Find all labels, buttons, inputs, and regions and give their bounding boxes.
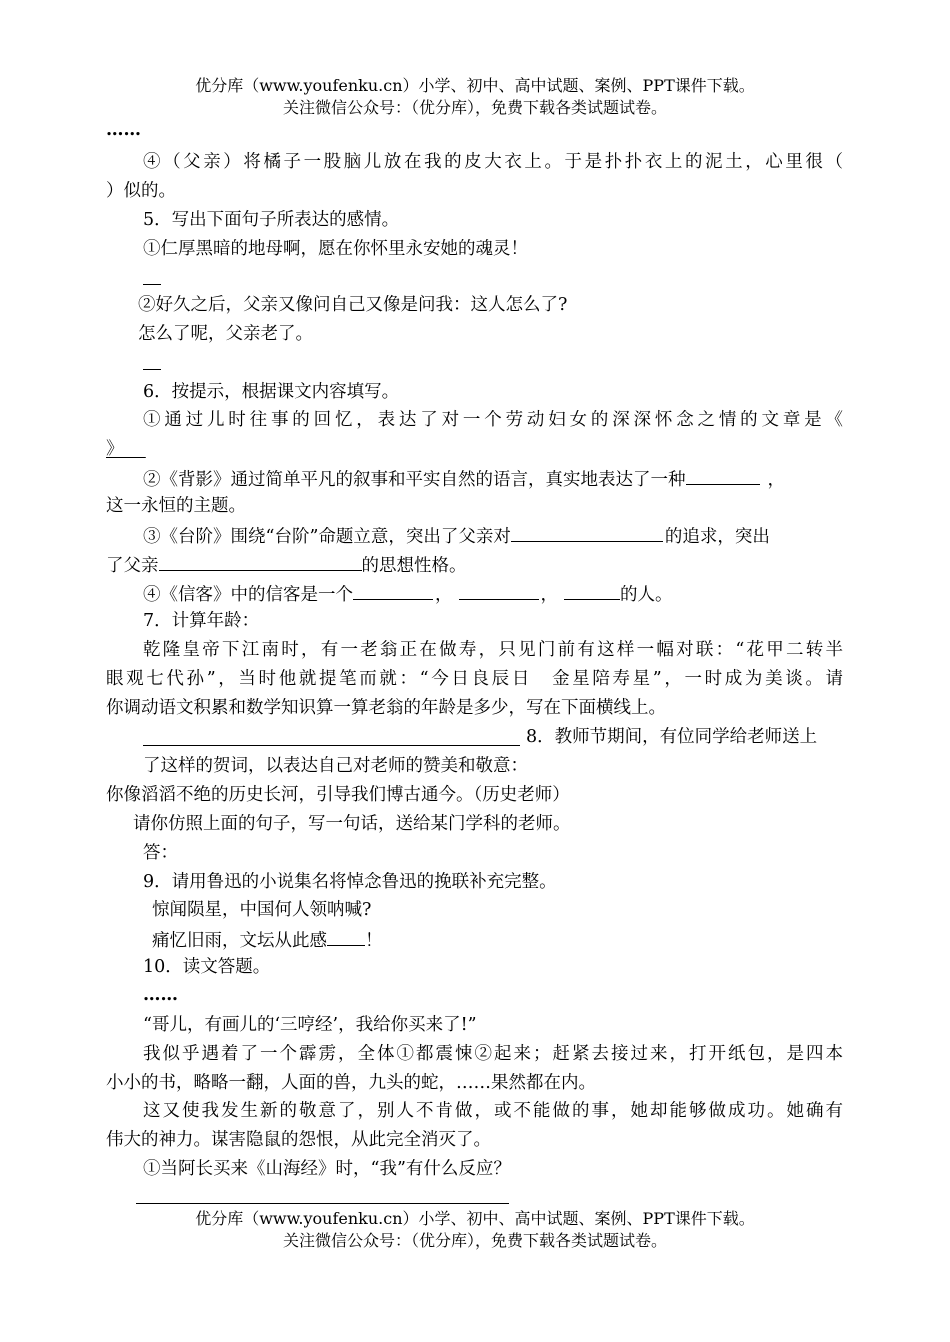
q6-item2-line2: 这一永恒的主题。 — [106, 496, 246, 516]
q6-item3-answer-blank-1[interactable] — [511, 523, 663, 542]
q7-para-line2: 眼观七代孙”，当时他就提笔而就：“今日良辰日 金星陪寿星”，一时成为美谈。请 — [106, 669, 843, 689]
q7-para-line1: 乾隆皇帝下江南时，有一老翁正在做寿，只见门前有这样一幅对联：“花甲二转半 — [143, 640, 843, 660]
q5-item2-line1: ②好久之后，父亲又像问自己又像是问我：这人怎么了? — [138, 295, 568, 315]
q6-item3-answer-blank-2[interactable] — [159, 552, 362, 571]
q4-item4-line2: ）似的。 — [106, 181, 176, 201]
q4-item4-line1: ④（父亲）将橘子一股脑儿放在我的皮大衣上。于是扑扑衣上的泥土，心里很（ — [143, 152, 843, 172]
q6-item3-line2: 了父亲 的思想性格。 — [106, 552, 467, 578]
q7-answer-line[interactable] — [143, 745, 520, 746]
q7-title: 7．计算年龄： — [143, 611, 260, 631]
q9-title: 9．请用鲁迅的小说集名将悼念鲁迅的挽联补充完整。 — [143, 872, 557, 892]
q6-item1-answer-blank[interactable]: 》 — [106, 439, 124, 459]
header-line-2: 关注微信公众号：（优分库），免费下载各类试题试卷。 — [282, 98, 667, 117]
q10-para2-line1: 这又使我发生新的敬意了，别人不肯做，或不能做的事，她却能够做成功。她确有 — [143, 1101, 843, 1121]
q7-para-line3: 你调动语文积累和数学知识算一算老翁的年龄是多少，写在下面横线上。 — [106, 698, 666, 718]
q10-sub1: ①当阿长买来《山海经》时，“我”有什么反应？ — [143, 1159, 511, 1179]
q5-item1: ①仁厚黑暗的地母啊，愿在你怀里永安她的魂灵！ — [143, 239, 528, 259]
q5-title: 5．写出下面句子所表达的感情。 — [143, 210, 400, 230]
q6-item4-answer-blank-2[interactable] — [459, 581, 539, 600]
q10-para2-line2: 伟大的神力。谋害隐鼠的怨恨，从此完全消灭了。 — [106, 1130, 491, 1150]
q6-item1-line2 — [106, 437, 146, 461]
header-line-1: 优分库（www.youfenku.cn）小学、初中、高中试题、案例、PPT课件下载。 — [195, 76, 755, 95]
q6-item2-line1: ②《背影》通过简单平凡的叙事和平实自然的语言，真实地表达了一种 ， — [143, 466, 785, 492]
q6-item4-answer-blank-1[interactable] — [353, 581, 433, 600]
q10-quote: “哥儿，有画儿的‘三哼经’，我给你买来了!” — [143, 1015, 477, 1035]
q6-item4: ④《信客》中的信客是一个 ， ， 的人。 — [143, 581, 673, 607]
q5-item2-line2: 怎么了呢，父亲老了。 — [138, 324, 313, 344]
q10-para1-line2: 小小的书，略略一翻，人面的兽，九头的蛇，……果然都在内。 — [106, 1073, 596, 1093]
q6-item1-line1: ①通过儿时往事的回忆，表达了对一个劳动妇女的深深怀念之情的文章是《 — [143, 410, 843, 430]
footer-line-1: 优分库（www.youfenku.cn）小学、初中、高中试题、案例、PPT课件下载。 — [195, 1209, 755, 1228]
q9-couplet-line2: 痛忆旧雨，文坛从此感 ！ — [152, 927, 383, 953]
q6-item2-answer-blank[interactable] — [686, 466, 760, 485]
q8-prompt: 请你仿照上面的句子，写一句话，送给某门学科的老师。 — [133, 814, 571, 834]
q6-title: 6．按提示，根据课文内容填写。 — [143, 382, 400, 402]
q10-ellipsis: …… — [143, 985, 178, 1005]
q6-item4-answer-blank-3[interactable] — [564, 581, 620, 600]
q6-item3-line1: ③《台阶》围绕“台阶”命题立意，突出了父亲对 的追求，突出 — [143, 523, 770, 549]
q5-answer-blank-1[interactable] — [143, 284, 161, 285]
q8-line2: 了这样的贺词，以表达自己对老师的赞美和敬意： — [143, 756, 528, 776]
q8-answer-label: 答： — [143, 843, 178, 863]
footer-separator — [136, 1203, 509, 1204]
q8-title: 8．教师节期间，有位同学给老师送上 — [526, 727, 818, 747]
footer-line-2: 关注微信公众号：（优分库），免费下载各类试题试卷。 — [282, 1231, 667, 1250]
q10-para1-line1: 我似乎遇着了一个霹雳，全体①都震悚②起来；赶紧去接过来，打开纸包，是四本 — [143, 1044, 843, 1064]
q9-answer-blank[interactable] — [327, 927, 365, 946]
q5-answer-blank-2[interactable] — [143, 369, 161, 370]
q9-couplet-line1: 惊闻陨星，中国何人领呐喊? — [152, 900, 372, 920]
q10-title: 10．读文答题。 — [143, 957, 271, 977]
q8-example: 你像滔滔不绝的历史长河，引导我们博古通今。（历史老师） — [106, 785, 570, 805]
ellipsis-top: …… — [106, 120, 141, 140]
